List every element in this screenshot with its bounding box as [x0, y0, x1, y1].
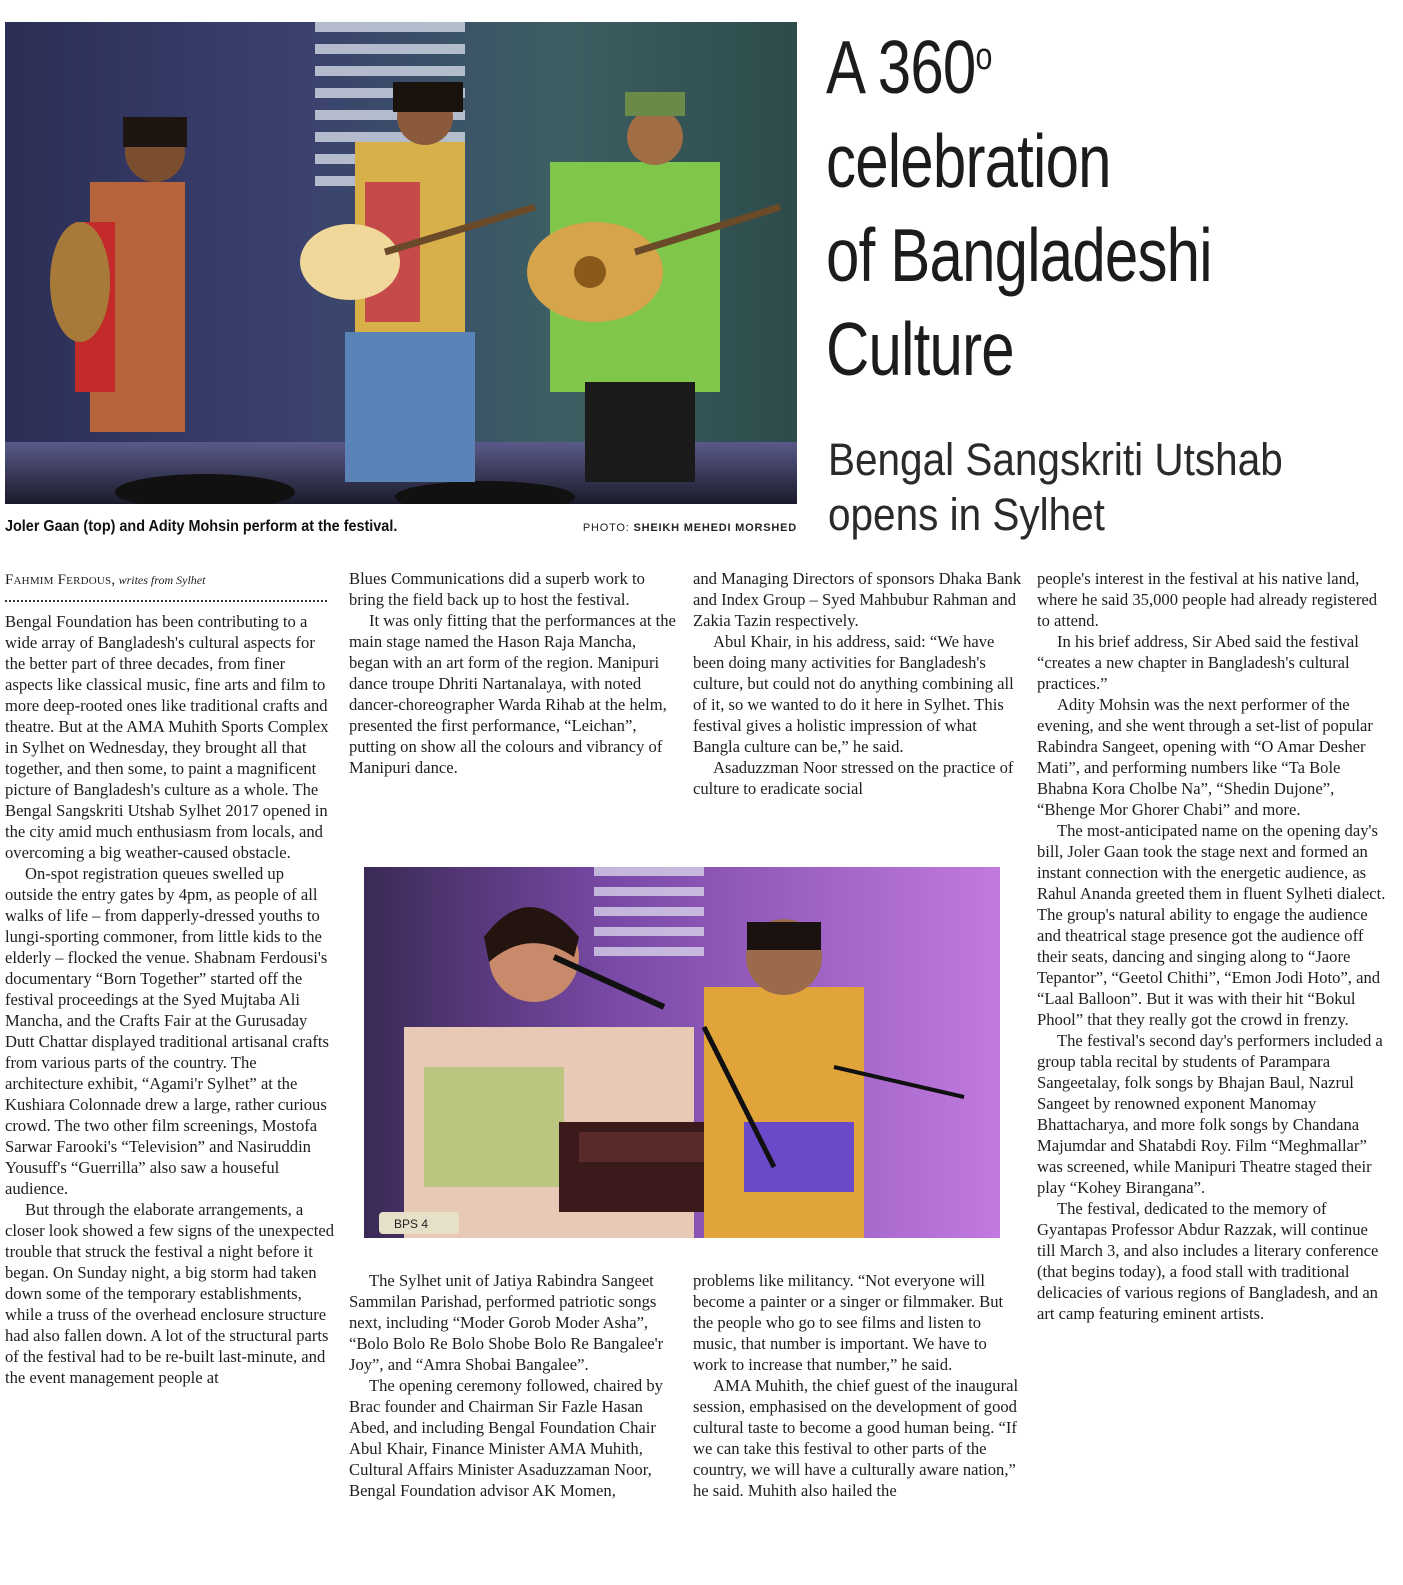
joler-gaan-stage-image — [5, 22, 797, 504]
author-location: writes from Sylhet — [118, 573, 206, 587]
paragraph: The Sylhet unit of Jatiya Rabindra Sangeet Sammilan Parishad, performed patriotic songs next, including “Moder Gorob Moder Asha”, “Bolo Bolo Re Bolo Shobe Bolo Re Bangalee'r Joy”, and “Amra Shobai Bangalee”. — [349, 1271, 664, 1374]
paragraph: The most-anticipated name on the opening day's bill, Joler Gaan took the stage next and formed an instant connection with the energetic audience, as Rahul Ananda greeted them in fluent Sylheti dialect. The group's natural ability to engage the audience and theatrical stage presence got the audience off their seats, dancing and singing along to “Jaore Tepantor”, “Geetol Chithi”, “Emon Jodi Hoto”, and “Laal Balloon”. But it was with their hit “Bokul Phool” that they really got the crowd in frenzy. — [1037, 821, 1386, 1029]
photo-caption — [5, 518, 797, 540]
paragraph: Adity Mohsin was the next performer of the evening, and she went through a set-list of popular Rabindra Sangeet, opening with “O Amar Desher Mati”, and performing numbers like “Ta Bole Bhabna Kora Cholbe Na”, “Shedin Dujone”, “Bhenge Mor Ghorer Chabi” and more. — [1037, 695, 1373, 819]
paragraph: On-spot registration queues swelled up outside the entry gates by 4pm, as people of all walks of life – from dapperly-dressed youths to lungi-sporting commoner, from little kids to the elderly – flocked the venue. Shabnam Ferdousi's documentary “Born Together” started off the festival proceedings at the Syed Mujtaba Ali Mancha, and the Crafts Fair at the Gurusaday Dutt Chattar displayed traditional artisanal crafts from various parts of the country. The architecture exhibit, “Agami'r Sylhet” at the Kushiara Colonnade drew a large, rather curious crowd. The two other film screenings, Mostofa Sarwar Farooki's “Television” and Nasiruddin Yousuff's “Guerrilla” also saw a houseful audience. — [5, 864, 329, 1198]
photo-credit-name: SHEIKH MEHEDI MORSHED — [633, 522, 797, 534]
photo-credit — [583, 522, 797, 534]
headline-line-4: Culture — [826, 307, 1014, 391]
caption-text: Joler Gaan (top) and Adity Mohsin perform at the festival. — [5, 518, 398, 535]
article-column-2-bottom — [349, 1270, 679, 1501]
paragraph: The festival, dedicated to the memory of Gyantapas Professor Abdur Razzak, will continue till March 3, and also includes a literary conference (that begins today), a food stall with traditional delicacies of various regions of Bangladesh, and an art camp featuring eminent artists. — [1037, 1199, 1379, 1323]
paragraph: In his brief address, Sir Abed said the festival “creates a new chapter in Bangladesh's cultural practices.” — [1037, 632, 1359, 693]
article-column-2-top — [349, 568, 679, 778]
photo-credit-label: PHOTO: — [582, 522, 630, 534]
headline-degree: o — [975, 36, 992, 78]
paragraph: But through the elaborate arrangements, a closer look showed a few signs of the unexpected trouble that struck the festival a night before it began. On Sunday night, a big storm had taken down some of the temporary establishments, while a truss of the overhead enclosure structure had also fallen down. A lot of the structural parts of the festival had to be re-built last-minute, and the event management people at — [5, 1200, 335, 1387]
author-name: Fahmim Ferdous, — [5, 572, 116, 588]
article-column-3-bottom — [693, 1270, 1023, 1501]
middle-performance-photo — [364, 867, 1000, 1238]
byline — [5, 572, 327, 602]
paragraph: Blues Communications did a superb work to bring the field back up to host the festival. — [349, 569, 645, 609]
paragraph: The opening ceremony followed, chaired by Brac founder and Chairman Sir Fazle Hasan Abed, and including Bengal Foundation Chair Abul Khair, Finance Minister AMA Muhith, Cultural Affairs Minister Asaduzzaman Noor, Bengal Foundation advisor AK Momen, — [349, 1376, 663, 1500]
paragraph: It was only fitting that the performances at the main stage named the Hason Raja Mancha, began with an art form of the region. Manipuri dance troupe Dhriti Nartanalaya, with noted dancer-choreographer Warda Rihab at the helm, presented the first performance, “Leichan”, putting on show all the colours and vibrancy of Manipuri dance. — [349, 611, 676, 777]
paragraph: and Managing Directors of sponsors Dhaka Bank and Index Group – Syed Mahbubur Rahman and Zakia Tazin respectively. — [693, 569, 1022, 630]
paragraph: AMA Muhith, the chief guest of the inaugural session, emphasised on the development of good cultural taste to become a good human being. “If we can take this festival to other parts of the country, we will have a culturally aware nation,” he said. Muhith also hailed the — [693, 1376, 1019, 1500]
article-column-3-top — [693, 568, 1023, 799]
headline-line-3: of Bangladeshi — [826, 213, 1212, 297]
paragraph: people's interest in the festival at his native land, where he said 35,000 people had already registered to attend. — [1037, 569, 1378, 630]
subhead-line-2: opens in Sylhet — [828, 489, 1105, 540]
top-performance-photo — [5, 22, 797, 504]
article-subheadline — [828, 432, 1332, 542]
headline-line-1: A 360 — [826, 25, 976, 109]
paragraph: The festival's second day's performers included a group tabla recital by students of Parampara Sangeetalay, folk songs by Bhajan Baul, Nazrul Sangeet by renowned exponent Manomay Bhattacharya, and more folk songs by Chandana Majumdar and Shatabdi Roy. Film “Meghmallar” was screened, while Manipuri Theatre staged their play “Kohey Birangana”. — [1037, 1031, 1383, 1197]
adity-mohsin-performance-image — [364, 867, 1000, 1238]
paragraph: problems like militancy. “Not everyone will become a painter or a singer or filmmaker. But the people who go to see films and listen to music, that number is important. We have to work to increase that number,” he said. — [693, 1271, 1004, 1374]
headline-line-2: celebration — [826, 119, 1111, 203]
article-column-4 — [1037, 568, 1387, 1324]
article-headline — [826, 20, 1274, 396]
paragraph: Asaduzzman Noor stressed on the practice of culture to eradicate social — [693, 758, 1014, 798]
paragraph: Abul Khair, in his address, said: “We have been doing many activities for Bangladesh's culture, but could not do anything combining all of it, so we wanted to do it here in Sylhet. This festival gives a holistic impression of what Bangla culture can be,” he said. — [693, 632, 1014, 756]
article-column-1 — [5, 611, 335, 1388]
subhead-line-1: Bengal Sangskriti Utshab — [828, 434, 1283, 485]
paragraph: Bengal Foundation has been contributing to a wide array of Bangladesh's cultural aspects for the better part of three decades, from finer aspects like classical music, fine arts and film to more deep-rooted ones like traditional crafts and theatre. But at the AMA Muhith Sports Complex in Sylhet on Wednesday, they brought all that together, and then some, to paint a magnificent picture of Bangladesh's culture as a whole. The Bengal Sangskriti Utshab Sylhet 2017 opened in the city amid much enthusiasm from locals, and overcoming a big weather-caused obstacle. — [5, 612, 329, 862]
bps-tag: BPS 4 — [394, 1217, 429, 1231]
